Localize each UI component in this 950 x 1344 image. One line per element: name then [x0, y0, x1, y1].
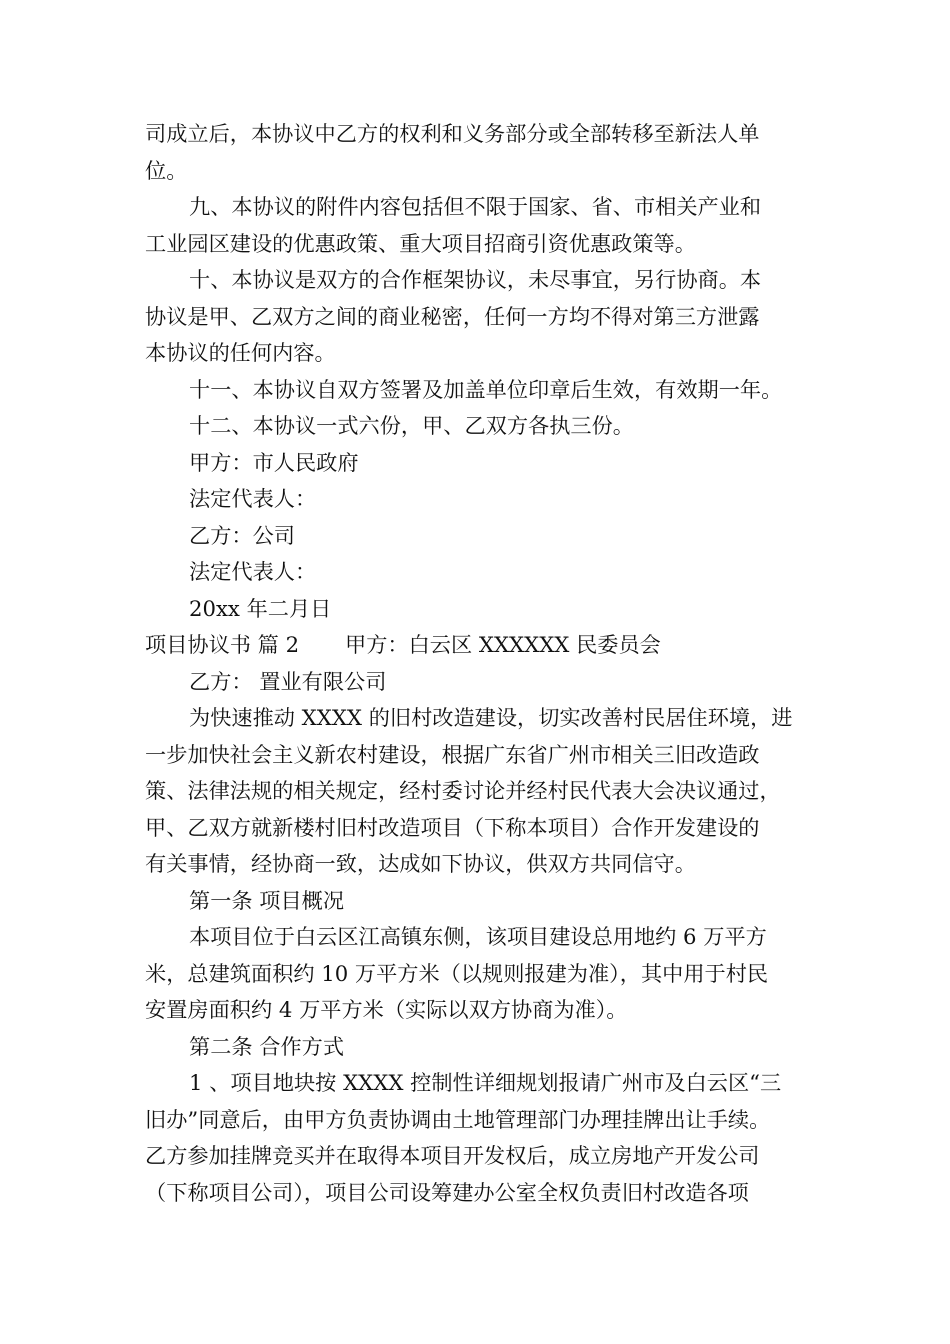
text-line: 安置房面积约 4 万平方米（实际以双方协商为准）。	[145, 997, 628, 1022]
document-body	[145, 116, 810, 1211]
paragraph	[145, 408, 810, 445]
text-line: 第二条 合作方式	[189, 1033, 345, 1059]
paragraph	[145, 189, 810, 226]
text-line: 九、本协议的附件内容包括但不限于国家、省、市相关产业和	[189, 194, 762, 219]
text-line: 为快速推动 XXXX 的旧村改造建设，切实改善村民居住环境，进	[189, 705, 793, 730]
text-line: 协议是甲、乙双方之间的商业秘密，任何一方均不得对第三方泄露	[145, 303, 760, 329]
paragraph	[145, 919, 810, 956]
text-line: 司成立后，本协议中乙方的权利和义务部分或全部转移至新法人单	[145, 121, 760, 146]
text-line: 法定代表人：	[189, 559, 317, 584]
paragraph	[145, 445, 810, 482]
paragraph	[145, 1102, 810, 1212]
text-line: 法定代表人：	[189, 486, 317, 511]
text-line: 一步加快社会主义新农村建设，根据广东省广州市相关三旧改造政	[145, 741, 760, 767]
paragraph	[145, 1065, 810, 1102]
text-line: 十二、本协议一式六份，甲、乙双方各执三份。	[189, 413, 634, 438]
text-line: 工业园区建设的优惠政策、重大项目招商引资优惠政策等。	[145, 230, 696, 256]
text-line: （下称项目公司），项目公司设筹建办公室全权负责旧村改造各项	[145, 1179, 749, 1205]
text-line: 本项目位于白云区江高镇东侧，该项目建设总用地约 6 万平方	[189, 924, 767, 949]
paragraph	[145, 116, 810, 189]
text-line: 本协议的任何内容。	[145, 340, 336, 365]
text-line: 1 、项目地块按 XXXX 控制性详细规划报请广州市及白云区“三	[189, 1070, 782, 1095]
paragraph	[145, 299, 810, 372]
paragraph	[145, 372, 810, 409]
text-line: 20xx 年二月日	[189, 595, 332, 621]
text-line: 旧办”同意后，由甲方负责协调由土地管理部门办理挂牌出让手续。	[145, 1106, 771, 1132]
text-line: 乙方参加挂牌竞买并在取得本项目开发权后，成立房地产开发公司	[145, 1143, 760, 1168]
paragraph	[145, 956, 810, 1029]
paragraph	[145, 700, 810, 737]
paragraph	[145, 554, 810, 591]
text-line: 米，总建筑面积约 10 万平方米（以规则报建为准），其中用于村民	[145, 960, 769, 986]
text-line: 十、本协议是双方的合作框架协议，未尽事宜，另行协商。本	[189, 267, 762, 292]
text-line: 第一条 项目概况	[189, 887, 345, 913]
paragraph	[145, 883, 810, 920]
paragraph	[145, 518, 810, 555]
paragraph	[145, 591, 810, 628]
text-line: 乙方：公司	[189, 522, 295, 548]
agreement-clauses-part-1	[145, 116, 810, 627]
agreement-clauses-part-2	[145, 664, 810, 1212]
paragraph	[145, 1029, 810, 1066]
text-line: 位。	[145, 157, 188, 183]
party-a-header: 甲方：白云区 XXXXXX 民委员会	[345, 632, 661, 657]
paragraph	[145, 664, 810, 701]
paragraph	[145, 737, 810, 883]
paragraph	[145, 226, 810, 263]
text-line: 十一、本协议自双方签署及加盖单位印章后生效，有效期一年。	[189, 376, 783, 402]
text-line: 有关事情，经协商一致，达成如下协议，供双方共同信守。	[145, 851, 696, 876]
section-header	[145, 627, 810, 664]
paragraph	[145, 481, 810, 518]
text-line: 策、法律法规的相关规定，经村委讨论并经村民代表大会决议通过，	[145, 778, 781, 803]
text-line: 甲、乙双方就新楼村旧村改造项目（下称本项目）合作开发建设的	[145, 814, 760, 840]
text-line: 乙方： 置业有限公司	[189, 668, 387, 694]
text-line: 甲方：市人民政府	[189, 449, 359, 475]
section-title: 项目协议书 篇 2	[145, 632, 300, 657]
paragraph	[145, 262, 810, 299]
